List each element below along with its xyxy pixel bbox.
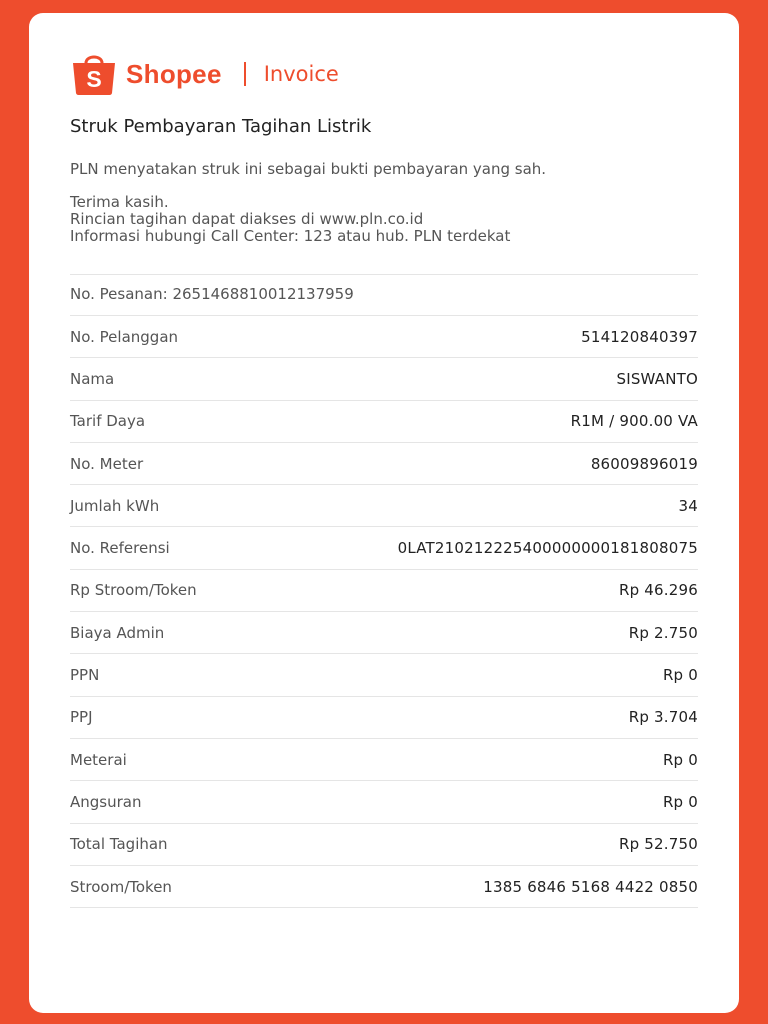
row-label: PPJ: [70, 708, 93, 727]
row-label: No. Meter: [70, 454, 144, 473]
contact-note: Informasi hubungi Call Center: 123 atau hub. PLN terdekat: [70, 227, 511, 245]
thanks-note: Terima kasih.: [70, 193, 169, 211]
brand-separator: [244, 62, 246, 86]
row-tariff: [70, 401, 698, 443]
svg-text:S: S: [86, 66, 102, 92]
row-token-amount: [70, 570, 698, 612]
order-number: No. Pesanan: 2651468810012137959: [70, 285, 354, 303]
row-stamp-duty: [70, 739, 698, 781]
invoice-card: [29, 13, 739, 1013]
row-label: No. Pelanggan: [70, 327, 179, 346]
brand-name: Shopee: [126, 58, 222, 89]
row-value: Rp 46.296: [619, 581, 698, 600]
row-value: R1M / 900.00 VA: [570, 412, 698, 431]
row-value: SISWANTO: [616, 369, 698, 388]
row-total: [70, 824, 698, 866]
row-value: Rp 0: [662, 750, 698, 769]
row-kwh: [70, 485, 698, 527]
section-title: Invoice: [263, 62, 339, 86]
detail-table: [70, 316, 698, 908]
row-value: 1385 6846 5168 4422 0850: [483, 877, 698, 896]
receipt-title: Struk Pembayaran Tagihan Listrik: [70, 116, 372, 137]
row-label: Jumlah kWh: [70, 496, 160, 515]
row-label: Stroom/Token: [70, 877, 172, 896]
row-reference: [70, 527, 698, 569]
row-value: 86009896019: [590, 454, 698, 473]
row-label: No. Referensi: [70, 539, 170, 558]
row-label: PPN: [70, 666, 100, 685]
row-label: Angsuran: [70, 792, 142, 811]
invoice-header: [70, 49, 339, 99]
row-label: Biaya Admin: [70, 623, 165, 642]
details-note: Rincian tagihan dapat diakses di www.pln.co.id: [70, 210, 424, 228]
row-value: Rp 52.750: [619, 835, 698, 854]
receipt-notes: [70, 161, 698, 245]
row-label: Tarif Daya: [70, 412, 146, 431]
row-value: Rp 3.704: [628, 708, 698, 727]
row-name: [70, 358, 698, 400]
row-installment: [70, 781, 698, 823]
row-label: Rp Stroom/Token: [70, 581, 197, 600]
row-value: 514120840397: [581, 327, 698, 346]
proof-note: PLN menyatakan struk ini sebagai bukti pembayaran yang sah.: [70, 160, 547, 178]
row-value: Rp 0: [662, 792, 698, 811]
row-customer-number: [70, 316, 698, 358]
row-label: Meterai: [70, 750, 127, 769]
row-token: [70, 866, 698, 908]
shopee-bag-icon: [70, 52, 118, 96]
row-ppj: [70, 697, 698, 739]
row-value: 34: [678, 496, 698, 515]
row-value: Rp 2.750: [628, 623, 698, 642]
row-value: Rp 0: [662, 666, 698, 685]
row-admin-fee: [70, 612, 698, 654]
row-label: Total Tagihan: [70, 835, 168, 854]
row-label: Nama: [70, 369, 115, 388]
divider: [70, 274, 698, 275]
row-meter-number: [70, 443, 698, 485]
row-value: 0LAT210212225400000000181808075: [397, 539, 698, 558]
row-ppn: [70, 654, 698, 696]
